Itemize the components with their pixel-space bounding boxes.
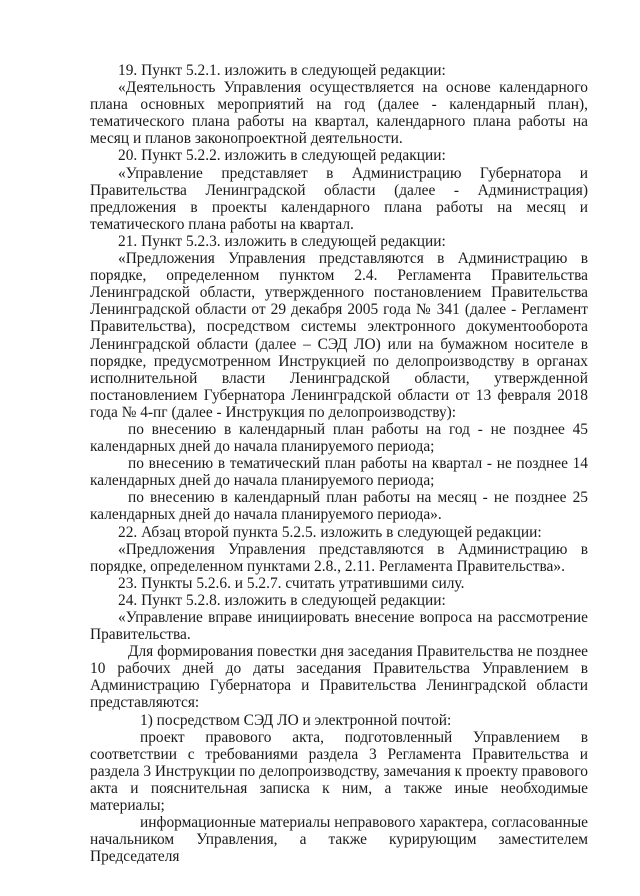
item-24-subitem-1: 1) посредством СЭД ЛО и электронной почтой: bbox=[140, 711, 452, 729]
item-22-text: «Предложения Управления представляются в Администрацию в порядке, определенном пунктами 2.8., 2.11. Регламента Правительства». bbox=[90, 540, 588, 575]
item-22-heading: 22. Абзац второй пункта 5.2.5. изложить в следующей редакции: bbox=[118, 523, 542, 541]
item-21-heading: 21. Пункт 5.2.3. изложить в следующей редакции: bbox=[118, 232, 446, 250]
item-21-bullet-month: по внесению в календарный план работы на месяц - не позднее 25 календарных дней до начала планируемого периода». bbox=[90, 489, 588, 524]
item-24-draft-act: проект правового акта, подготовленный Управлением в соответствии с требованиями раздела 3 Регламента Правительства и раздела 3 Инструкции по делопроизводству, замечания к проекту правового акта и пояснительная записка к ним, а также иные необходимые материалы; bbox=[90, 728, 588, 815]
item-21-bullet-quarter: по внесению в тематический план работы на квартал - не позднее 14 календарных дней до начала планируемого периода; bbox=[90, 455, 588, 490]
item-24-heading: 24. Пункт 5.2.8. изложить в следующей редакции: bbox=[118, 591, 446, 609]
item-19-text: «Деятельность Управления осуществляется на основе календарного плана основных мероприятий на год (далее - календарный план), тематического плана работы на квартал, календарного плана работы на месяц и планов законопроектной деятельности. bbox=[90, 79, 588, 148]
item-24-agenda-paragraph: Для формирования повестки дня заседания Правительства не позднее 10 рабочих дней до даты заседания Правительства Управлением в Администрацию Губернатора и Правительства Ленинградской области представляются: bbox=[90, 643, 588, 712]
item-19-heading: 19. Пункт 5.2.1. изложить в следующей редакции: bbox=[118, 62, 446, 79]
item-20-text: «Управление представляет в Администрацию Губернатора и Правительства Ленинградской области (далее - Администрация) предложения в проекты календарного плана работы на месяц и тематического плана работы на квартал. bbox=[90, 164, 588, 233]
item-21-bullet-year: по внесению в календарный план работы на год - не позднее 45 календарных дней до начала планируемого периода; bbox=[90, 420, 588, 456]
item-21-text: «Предложения Управления представляются в Администрацию в порядке, определенном пунктом 2.4. Регламента Правительства Ленинградской области, утвержденного постановлением Правительства Ленинградской области от 29 декабря 2005 года № 341 (далее - Регламент Правительства), посредством системы электронного документооборота Ленинградской области (далее – СЭД ЛО) или на бумажном носителе в порядке, предусмотренном Инструкцией по делопроизводству в органах исполнительной власти Ленинградской области, утвержденной постановлением Губернатора Ленинградской области от 13 февраля 2018 года № 4-пг (далее - Инструкция по делопроизводству): bbox=[90, 250, 588, 421]
item-23-text: 23. Пункты 5.2.6. и 5.2.7. считать утратившими силу. bbox=[118, 574, 465, 592]
item-20-heading: 20. Пункт 5.2.2. изложить в следующей редакции: bbox=[118, 147, 446, 165]
item-24-text: «Управление вправе инициировать внесение вопроса на рассмотрение Правительства. bbox=[90, 609, 588, 644]
item-24-info-materials: информационные материалы неправового характера, согласованные начальником Управления, а также курирующим заместителем Председателя bbox=[90, 814, 588, 866]
